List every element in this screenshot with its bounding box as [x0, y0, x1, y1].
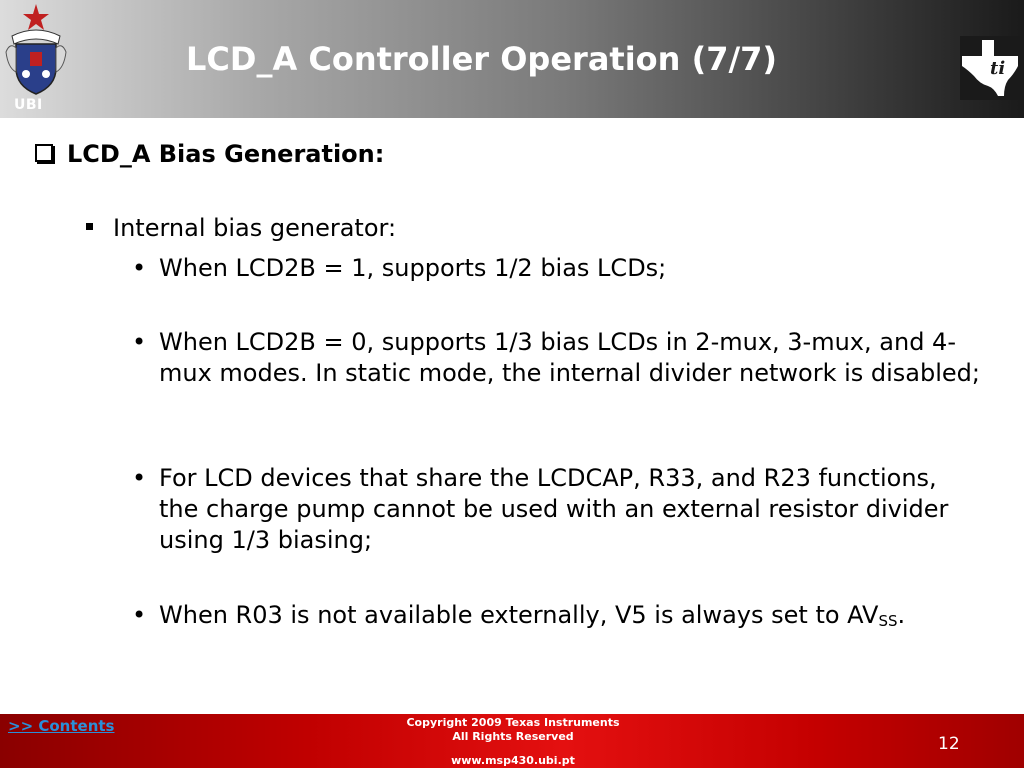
texas-instruments-logo — [960, 36, 1022, 100]
bullet-dot-icon: • — [132, 328, 147, 356]
subscript-ss: SS — [878, 612, 898, 630]
slide-footer — [0, 714, 1024, 768]
list-item-text — [159, 600, 982, 637]
list-item — [132, 253, 982, 284]
checkbox-bullet-icon — [35, 144, 53, 162]
list-item-text: When LCD2B = 0, supports 1/3 bias LCDs in 2-mux, 3-mux, and 4-mux modes. In static mode, the internal divider network is disabled; — [159, 328, 981, 387]
last-bullet-suffix: . — [897, 601, 906, 629]
contents-link[interactable]: >> Contents — [8, 717, 115, 735]
subheading — [86, 214, 396, 242]
section-heading — [35, 140, 384, 168]
university-crest-logo — [4, 2, 68, 98]
list-item — [132, 463, 982, 556]
slide-header — [0, 0, 1024, 118]
list-item — [132, 327, 982, 389]
list-item — [132, 600, 982, 637]
bullet-dot-icon: • — [132, 254, 147, 282]
copyright-line2: All Rights Reserved — [452, 730, 574, 743]
list-item-text: For LCD devices that share the LCDCAP, R33, and R23 functions, the charge pump cannot be used with an external resistor divider using 1/3 biasing; — [159, 464, 949, 554]
slide-title: LCD_A Controller Operation (7/7) — [186, 40, 778, 78]
bullet-dot-icon: • — [132, 464, 147, 492]
page-number: 12 — [938, 734, 960, 754]
footer-url: www.msp430.ubi.pt — [451, 754, 575, 767]
last-bullet-text: When R03 is not available externally, V5 is always set to AV — [159, 601, 879, 629]
list-item-text: When LCD2B = 1, supports 1/2 bias LCDs; — [159, 254, 667, 282]
svg-text:ti: ti — [990, 58, 1006, 79]
bullet-dot-icon: • — [132, 601, 147, 629]
copyright — [390, 716, 636, 744]
section-heading-text: LCD_A Bias Generation: — [67, 140, 385, 168]
ubi-label: UBI — [14, 97, 43, 113]
copyright-line1: Copyright 2009 Texas Instruments — [406, 716, 620, 729]
square-bullet-icon — [86, 223, 93, 230]
subheading-text: Internal bias generator: — [113, 214, 397, 242]
